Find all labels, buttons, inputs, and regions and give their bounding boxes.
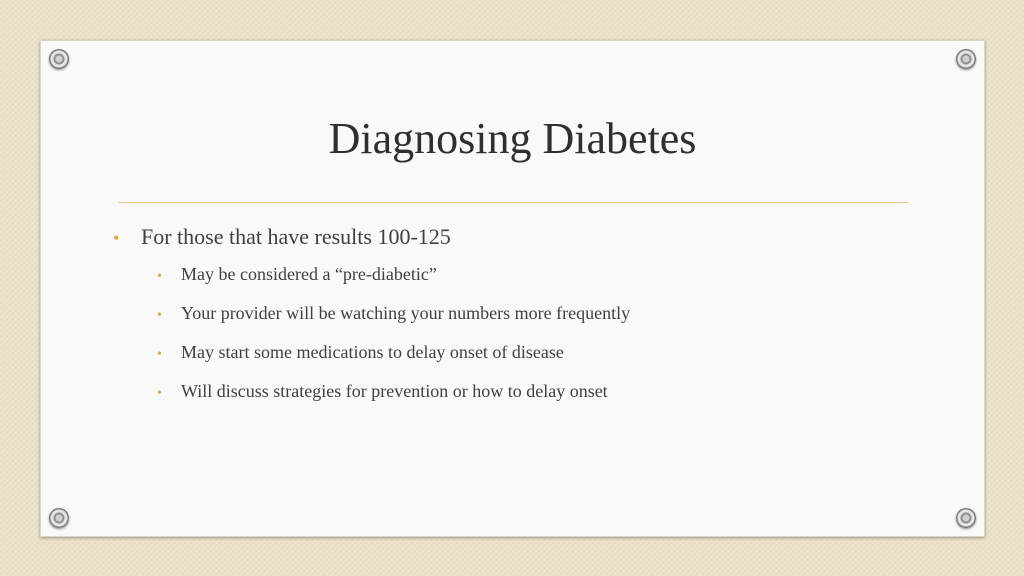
title-divider (118, 202, 908, 203)
pin-icon (49, 49, 69, 69)
main-bullet-text: For those that have results 100-125 (141, 224, 451, 249)
sub-bullet-text: May be considered a “pre-diabetic” (181, 264, 437, 284)
main-bullet (113, 219, 913, 256)
sub-bullet (157, 373, 913, 412)
bullet-icon: • (157, 269, 162, 284)
pin-icon (49, 508, 69, 528)
slide-content (113, 219, 913, 412)
bullet-icon: • (113, 228, 120, 248)
bullet-icon: • (157, 308, 162, 323)
bullet-icon: • (157, 386, 162, 401)
sub-bullet (157, 256, 913, 295)
pin-icon (956, 508, 976, 528)
slide-title: Diagnosing Diabetes (328, 114, 697, 163)
sub-bullet-text: May start some medications to delay onset of disease (181, 342, 564, 362)
bullet-icon: • (157, 347, 162, 362)
pin-icon (956, 49, 976, 69)
sub-bullet-text: Your provider will be watching your numbers more frequently (181, 303, 631, 323)
sub-bullet (157, 295, 913, 334)
sub-bullet-text: Will discuss strategies for prevention or how to delay onset (181, 381, 608, 401)
slide-card (40, 40, 985, 537)
sub-bullet (157, 334, 913, 373)
